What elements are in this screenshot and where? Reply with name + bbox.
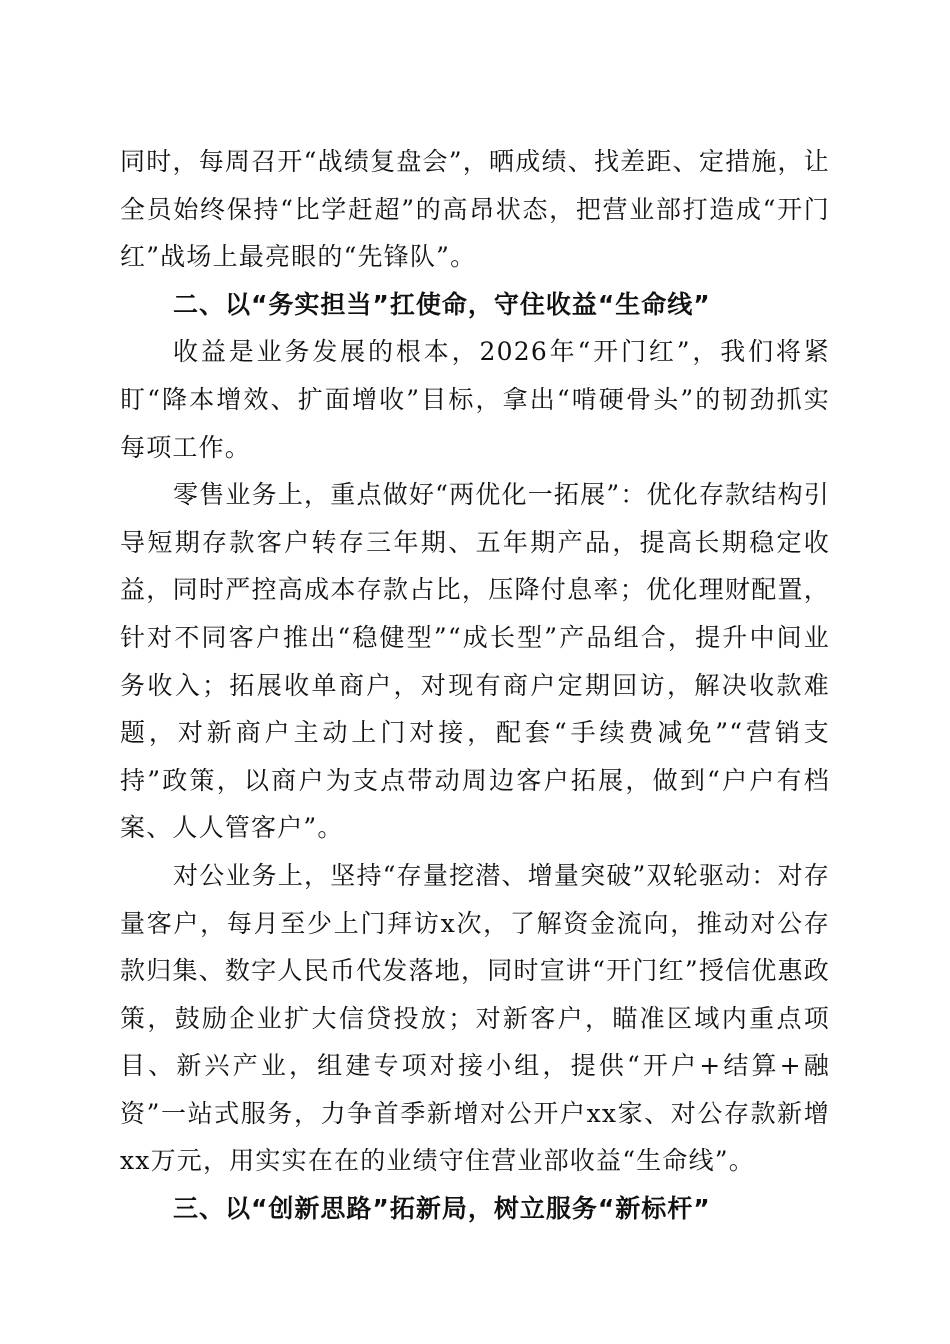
section-2-paragraph-2: 零售业务上，重点做好“两优化一拓展”：优化存款结构引导短期存款客户转存三年期、五年期产品，提高长期稳定收益，同时严控高成本存款占比，压降付息率；优化理财配置，针对不同客户推出“稳健型”“成长型”产品组合，提升中间业务收入；拓展收单商户，对现有商户定期回访，解决收款难题，对新商户主动上门对接，配套“手续费减免”“营销支持”政策，以商户为支点带动周边客户拓展，做到“户户有档案、人人管客户”。 xyxy=(120,480,830,843)
section-2-paragraph-3: 对公业务上，坚持“存量挖潜、增量突破”双轮驱动：对存量客户，每月至少上门拜访x次，了解资金流向，推动对公存款归集、数字人民币代发落地，同时宣讲“开门红”授信优惠政策，鼓励企业扩大信贷投放；对新客户，瞄准区域内重点项目、新兴产业，组建专项对接小组，提供“开户+结算+融资”一站式服务，力争首季新增对公开户xx家、对公存款新增xx万元，用实实在在的业绩守住营业部收益“生命线”。 xyxy=(120,860,830,1176)
section-2-paragraph-1: 收益是业务发展的根本，2026年“开门红”，我们将紧盯“降本增效、扩面增收”目标，拿出“啃硬骨头”的韧劲抓实每项工作。 xyxy=(120,337,830,462)
section-2-heading: 二、以“务实担当”扛使命，守住收益“生命线” xyxy=(173,289,711,319)
paragraph-intro-continuation: 同时，每周召开“战绩复盘会”，晒成绩、找差距、定措施，让全员始终保持“比学赶超”的高昂状态，把营业部打造成“开门红”战场上最亮眼的“先锋队”。 xyxy=(120,147,830,272)
document-body xyxy=(120,138,830,1233)
section-3-heading: 三、以“创新思路”拓新局，树立服务“新标杆” xyxy=(173,1194,711,1224)
